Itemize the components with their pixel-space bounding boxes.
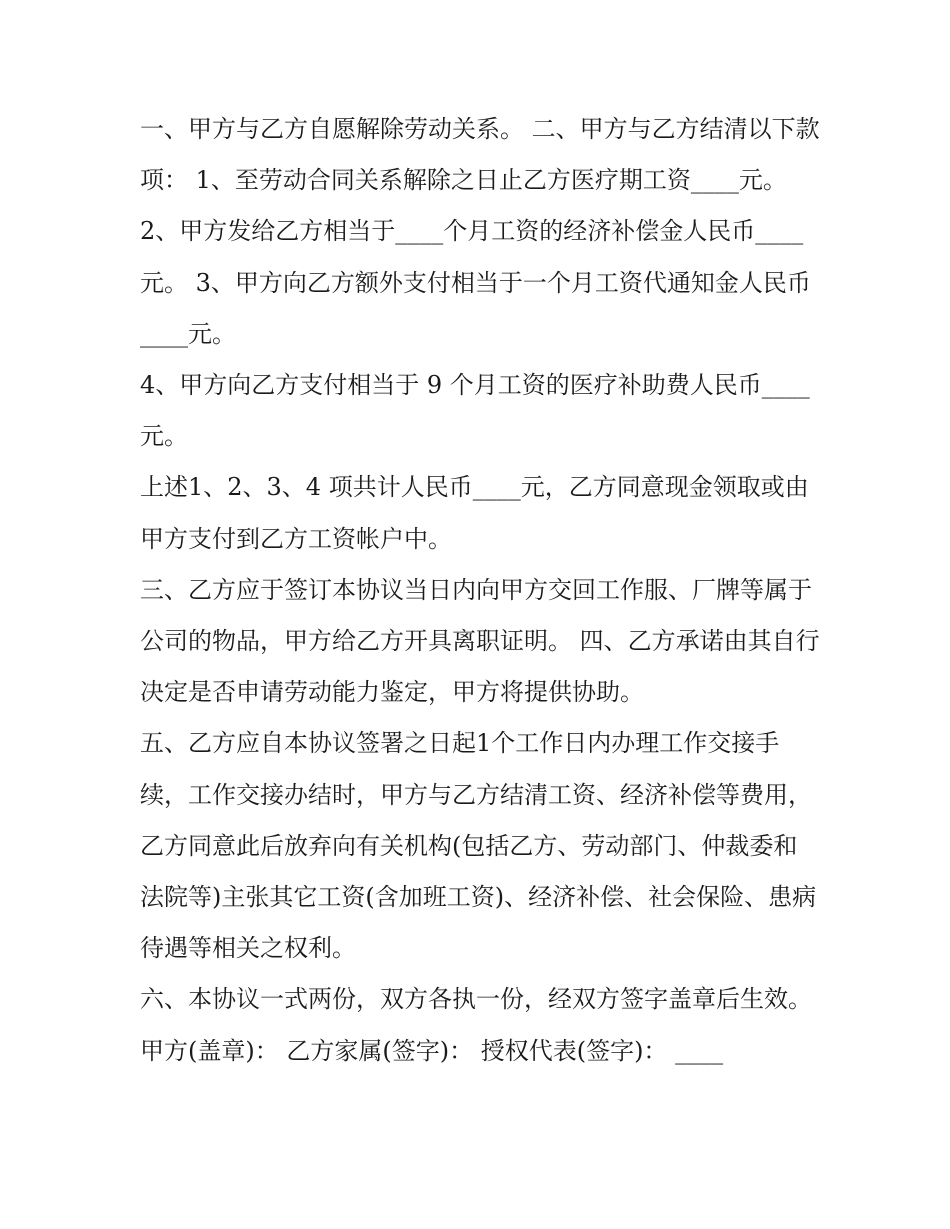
document-body	[140, 104, 820, 1077]
clause-six-signatures: 六、本协议一式两份，双方各执一份，经双方签字盖章后生效。 甲方(盖章)： 乙方家属(签字)： 授权代表(签字)： ____	[140, 985, 820, 1065]
clause-total: 上述1、2、3、4 项共计人民币____元，乙方同意现金领取或由甲方支付到乙方工资帐户中。	[140, 473, 809, 553]
clause-five: 五、乙方应自本协议签署之日起1个工作日内办理工作交接手续，工作交接办结时，甲方与乙方结清工资、经济补偿等费用，乙方同意此后放弃向有关机构(包括乙方、劳动部门、仲裁委和法院等)主张其它工资(含加班工资)、经济补偿、社会保险、患病待遇等相关之权利。	[140, 729, 817, 963]
clause-items-two-three: 2、甲方发给乙方相当于____个月工资的经济补偿金人民币____元。 3、甲方向乙方额外支付相当于一个月工资代通知金人民币____元。	[140, 217, 811, 348]
clause-one-two: 一、甲方与乙方自愿解除劳动关系。 二、甲方与乙方结清以下款项： 1、至劳动合同关系解除之日止乙方医疗期工资____元。	[140, 115, 820, 195]
clause-three-four: 三、乙方应于签订本协议当日内向甲方交回工作服、厂牌等属于公司的物品，甲方给乙方开具离职证明。 四、乙方承诺由其自行决定是否申请劳动能力鉴定，甲方将提供协助。	[140, 575, 820, 707]
clause-item-four: 4、甲方向乙方支付相当于 9 个月工资的医疗补助费人民币____元。	[140, 371, 810, 451]
